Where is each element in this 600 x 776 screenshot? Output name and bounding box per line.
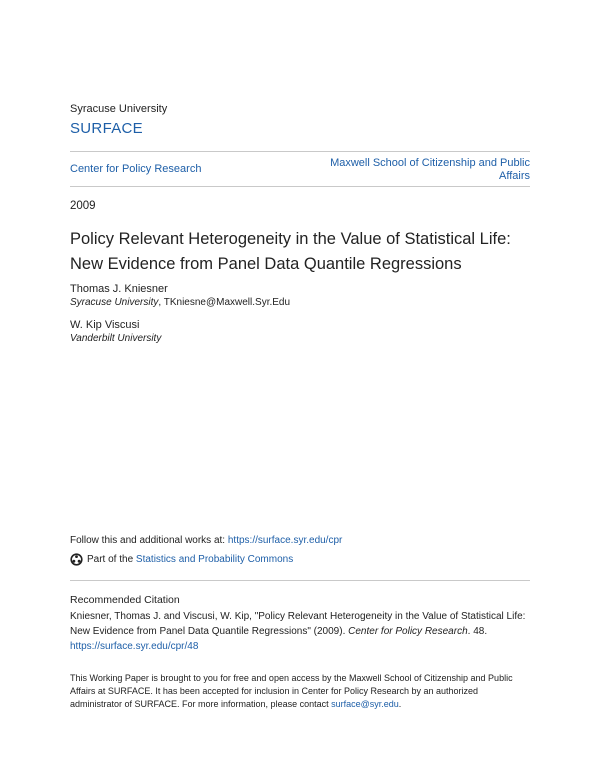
author-affiliation: Vanderbilt University	[70, 333, 162, 344]
citation-heading: Recommended Citation	[70, 594, 180, 606]
citation-url-link[interactable]: https://surface.syr.edu/cpr/48	[70, 641, 199, 652]
publication-year: 2009	[70, 200, 96, 212]
network-commons-icon	[70, 553, 83, 566]
author-affiliation: Syracuse University, TKniesne@Maxwell.Syr.Edu	[70, 297, 291, 308]
divider-collections	[70, 186, 530, 187]
divider-citation	[70, 580, 530, 581]
citation-series: Center for Policy Research	[348, 626, 468, 637]
author-block-2	[70, 319, 161, 344]
paper-title: Policy Relevant Heterogeneity in the Value of Statistical Life: New Evidence from Panel Data Quantile Regressions	[70, 230, 511, 273]
author-block-1	[70, 283, 290, 308]
contact-email-link[interactable]: surface@syr.edu	[331, 699, 399, 709]
collection-link-cpr[interactable]: Center for Policy Research	[70, 163, 202, 175]
collection-link-maxwell[interactable]: Maxwell School of Citizenship and Public Affairs	[330, 157, 530, 182]
follow-url-link[interactable]: https://surface.syr.edu/cpr	[227, 535, 343, 546]
institution-name: Syracuse University	[70, 103, 168, 115]
statistics-commons-link[interactable]: Statistics and Probability Commons	[135, 554, 294, 565]
divider-top	[70, 151, 530, 152]
follow-line: Follow this and additional works at: https://surface.syr.edu/cpr	[70, 535, 343, 546]
part-of-line: Part of the Statistics and Probability Commons	[70, 553, 293, 566]
author-name: W. Kip Viscusi	[70, 319, 140, 331]
surface-repository-link[interactable]: SURFACE	[70, 120, 143, 137]
citation-text: Kniesner, Thomas J. and Viscusi, W. Kip, "Policy Relevant Heterogeneity in the Value of Statistical Life: New Evidence from Panel Data Quantile Regressions" (2009). Center for Policy Research. 48. https://surface.syr.edu/cpr/48	[70, 611, 526, 652]
author-name: Thomas J. Kniesner	[70, 283, 168, 295]
author-email: , TKniesne@Maxwell.Syr.Edu	[158, 297, 291, 308]
access-statement: This Working Paper is brought to you for free and open access by the Maxwell School of Citizenship and Public Affairs at SURFACE. It has been accepted for inclusion in Center for Policy Research by an authorized administrator of SURFACE. For more information, please contact surface@syr.edu.	[70, 673, 513, 709]
